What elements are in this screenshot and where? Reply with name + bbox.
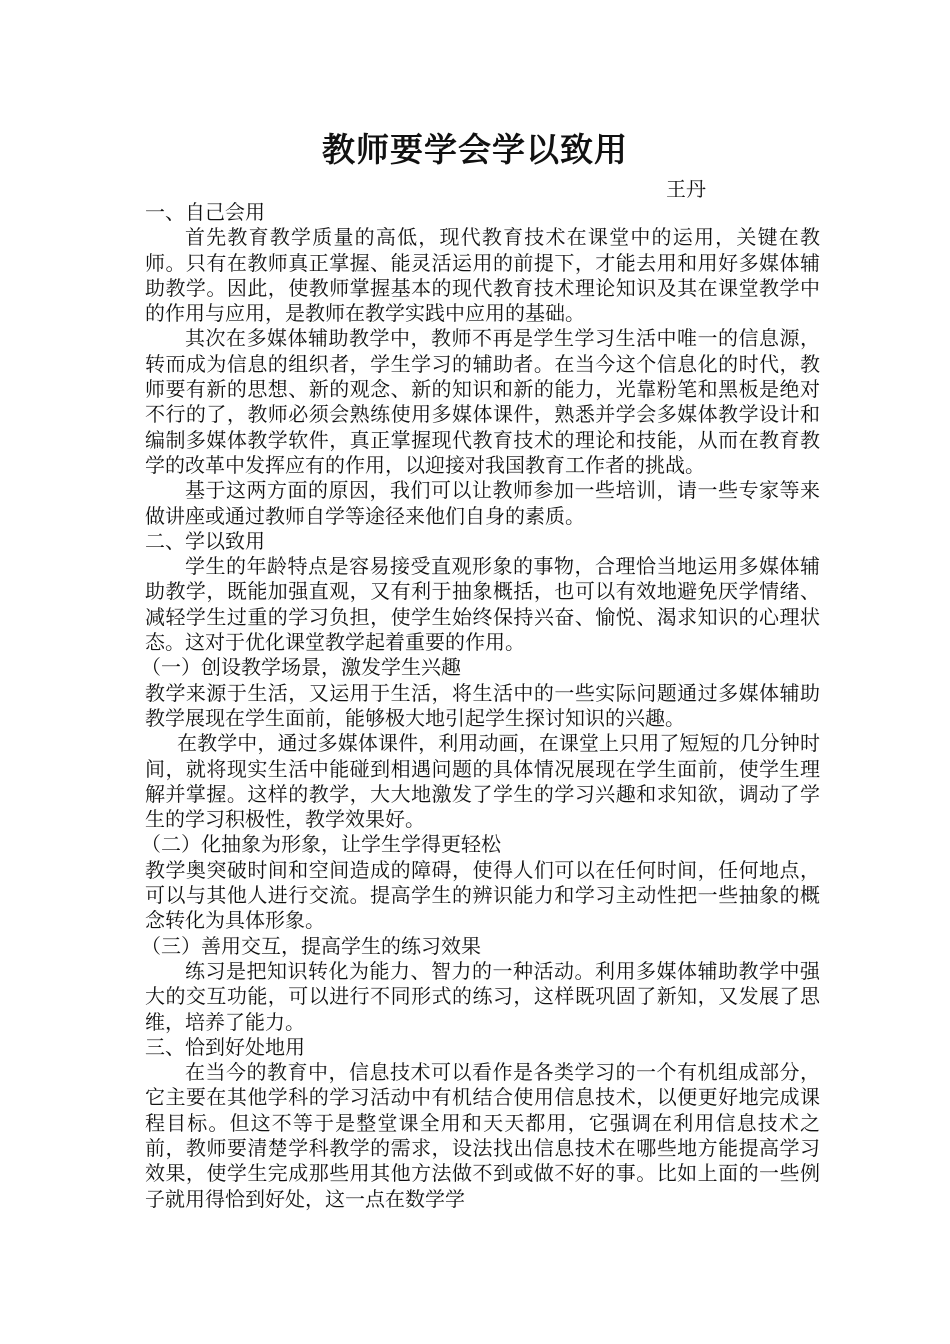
subsection-heading-1: （一）创设教学场景，激发学生兴趣 [141, 655, 461, 680]
document-body [141, 200, 820, 1212]
section-heading-3: 三、恰到好处地用 [145, 1034, 305, 1059]
document-title: 教师要学会学以致用 [322, 130, 628, 169]
section-heading-2: 二、学以致用 [145, 528, 265, 553]
subsection-heading-2: （二）化抽象为形象，让学生学得更轻松 [141, 832, 501, 857]
paragraph: 基于这两方面的原因，我们可以让教师参加一些培训，请一些专家等来做讲座或通过教师自学等途径来他们自身的素质。 [145, 478, 820, 528]
paragraph: 教学来源于生活，又运用于生活，将生活中的一些实际问题通过多媒体辅助教学展现在学生面前，能够极大地引起学生探讨知识的兴趣。 [145, 680, 820, 730]
paragraph: 首先教育教学质量的高低，现代教育技术在课堂中的运用，关键在教师。只有在教师真正掌握、能灵活运用的前提下，才能去用和用好多媒体辅助教学。因此，使教师掌握基本的现代教育技术理论知识及其在课堂教学中的作用与应用，是教师在教学实践中应用的基础。 [145, 225, 820, 326]
paragraph: 学生的年龄特点是容易接受直观形象的事物，合理恰当地运用多媒体辅助教学，既能加强直观，又有利于抽象概括，也可以有效地避免厌学情绪、减轻学生过重的学习负担，使学生始终保持兴奋、愉悦、渴求知识的心理状态。这对于优化课堂教学起着重要的作用。 [145, 554, 820, 655]
section-heading-1: 一、自己会用 [145, 200, 265, 224]
paragraph: 教学奥突破时间和空间造成的障碍，使得人们可以在任何时间，任何地点，可以与其他人进行交流。提高学生的辨识能力和学习主动性把一些抽象的概念转化为具体形象。 [145, 857, 820, 933]
document-author: 王丹 [666, 177, 706, 201]
paragraph: 在教学中，通过多媒体课件，利用动画，在课堂上只用了短短的几分钟时间，就将现实生活中能碰到相遇问题的具体情况展现在学生面前，使学生理解并掌握。这样的教学，大大地激发了学生的学习兴趣和求知欲，调动了学生的学习积极性，教学效果好。 [145, 731, 820, 832]
paragraph: 在当今的教育中，信息技术可以看作是各类学习的一个有机组成部分，它主要在其他学科的学习活动中有机结合使用信息技术，以便更好地完成课程目标。但这不等于是整堂课全用和天天都用，它强调在利用信息技术之前，教师要清楚学科教学的需求，设法找出信息技术在哪些地方能提高学习效果，使学生完成那些用其他方法做不到或做不好的事。比如上面的一些例子就用得恰到好处，这一点在数学学 [145, 1060, 820, 1211]
subsection-heading-3: （三）善用交互，提高学生的练习效果 [141, 933, 481, 958]
paragraph: 练习是把知识转化为能力、智力的一种活动。利用多媒体辅助教学中强大的交互功能，可以进行不同形式的练习，这样既巩固了新知，又发展了思维，培养了能力。 [145, 958, 820, 1034]
paragraph: 其次在多媒体辅助教学中，教师不再是学生学习生活中唯一的信息源，转而成为信息的组织者，学生学习的辅助者。在当今这个信息化的时代，教师要有新的思想、新的观念、新的知识和新的能力，光靠粉笔和黑板是绝对不行的了，教师必须会熟练使用多媒体课件，熟悉并学会多媒体教学设计和编制多媒体教学软件，真正掌握现代教育技术的理论和技能，从而在教育教学的改革中发挥应有的作用，以迎接对我国教育工作者的挑战。 [145, 326, 820, 477]
